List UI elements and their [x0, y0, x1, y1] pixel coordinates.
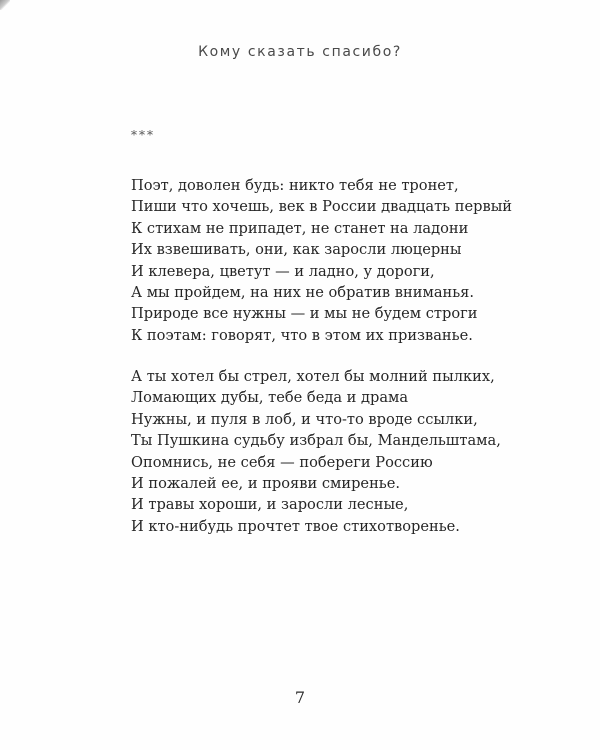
verse-line: Поэт, доволен будь: никто тебя не тронет,: [131, 177, 459, 194]
verse-line: Опомнись, не себя — побереги Россию: [131, 453, 433, 471]
verse-line: Природе все нужны — и мы не будем строги: [131, 305, 478, 323]
page-number: 7: [294, 688, 306, 707]
verse-line: К стихам не припадет, не станет на ладони: [131, 219, 469, 237]
verse-line: Ты Пушкина судьбу избрал бы, Мандельштама,: [131, 432, 501, 450]
verse-line: Ломающих дубы, тебе беда и драма: [131, 389, 409, 407]
scan-corner-shadow: [0, 0, 10, 10]
verse-line: И кто-нибудь прочтет твое стихотворенье.: [131, 517, 460, 535]
verse-line: И пожалей ее, и прояви смиренье.: [131, 474, 401, 492]
verse-line: И травы хороши, и заросли лесные,: [131, 496, 409, 514]
verse-line: А ты хотел бы стрел, хотел бы молний пылких,: [131, 368, 495, 385]
section-asterism: ***: [131, 128, 155, 142]
verse-line: Их взвешивать, они, как заросли люцерны: [131, 241, 462, 259]
verse-line: А мы пройдем, на них не обратив вниманья.: [131, 283, 475, 301]
verse-line: Нужны, и пуля в лоб, и что-то вроде ссылки,: [131, 410, 478, 428]
stanza-1: [131, 175, 512, 346]
verse-line: К поэтам: говорят, что в этом их призванье.: [131, 326, 473, 344]
running-head: Кому сказать спасибо?: [198, 44, 402, 60]
verse-line: Пиши что хочешь, век в России двадцать первый: [131, 198, 513, 216]
verse-line: И клевера, цветут — и ладно, у дороги,: [131, 262, 435, 280]
stanza-2: [131, 366, 501, 537]
